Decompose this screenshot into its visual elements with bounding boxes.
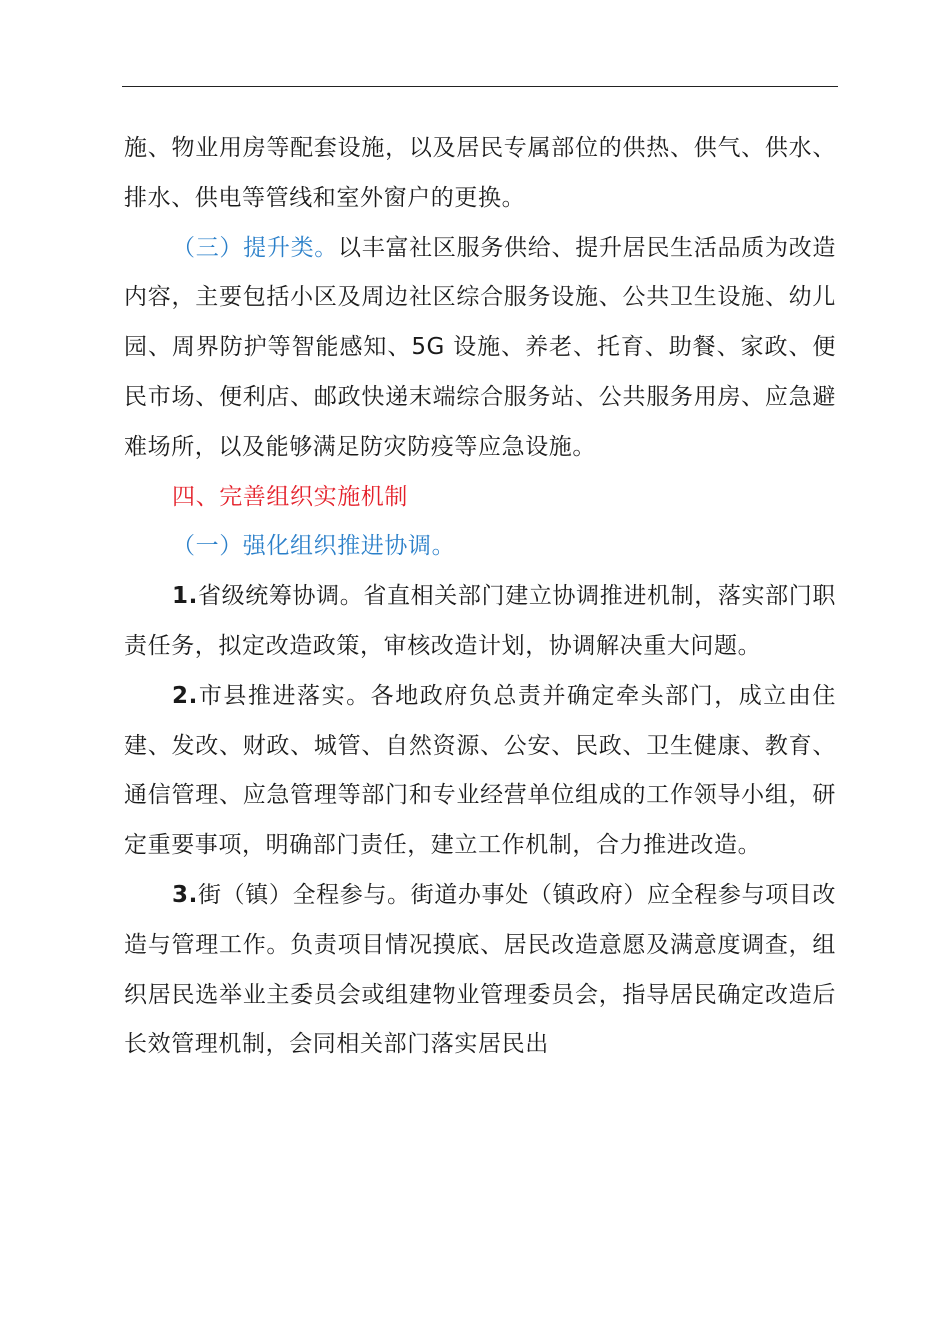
- item-3-body: 街（镇）全程参与。街道办事处（镇政府）应全程参与项目改造与管理工作。负责项目情况摸底、居民改造意愿及满意度调查，组织居民选举业主委员会或组建物业管理委员会，指导居民确定改造后长效管理机制，会同相关部门落实居民出: [124, 881, 836, 1058]
- item-1: [124, 572, 836, 672]
- paragraph-upgrade-category: [124, 224, 836, 473]
- item-1-body: 省级统筹协调。省直相关部门建立协调推进机制，落实部门职责任务，拟定改造政策，审核改造计划，协调解决重大问题。: [124, 583, 836, 659]
- item-3-number: 3.: [172, 881, 198, 908]
- item-2-body: 市县推进落实。各地政府负总责并确定牵头部门，成立由住建、发改、财政、城管、自然资源、公安、民政、卫生健康、教育、通信管理、应急管理等部门和专业经营单位组成的工作领导小组，研定重要事项，明确部门责任，建立工作机制，合力推进改造。: [124, 682, 836, 859]
- item-2: [124, 672, 836, 871]
- document-body: [124, 124, 836, 1070]
- header-rule: [122, 86, 838, 87]
- item-1-number: 1.: [172, 583, 198, 610]
- item-3: [124, 871, 836, 1070]
- paragraph-upgrade-body: 以丰富社区服务供给、提升居民生活品质为改造内容，主要包括小区及周边社区综合服务设施、公共卫生设施、幼儿园、周界防护等智能感知、5G 设施、养老、托育、助餐、家政、便民市场、便利店、邮政快递末端综合服务站、公共服务用房、应急避难场所，以及能够满足防灾防疫等应急设施。: [124, 234, 836, 460]
- paragraph-continuation: 施、物业用房等配套设施，以及居民专属部位的供热、供气、供水、排水、供电等管线和室外窗户的更换。: [124, 135, 836, 211]
- subheading-4-1: （一）强化组织推进协调。: [172, 533, 456, 560]
- subheading-upgrade: （三）提升类。: [172, 234, 339, 261]
- item-2-number: 2.: [172, 682, 198, 709]
- section-heading-4: 四、完善组织实施机制: [172, 483, 408, 510]
